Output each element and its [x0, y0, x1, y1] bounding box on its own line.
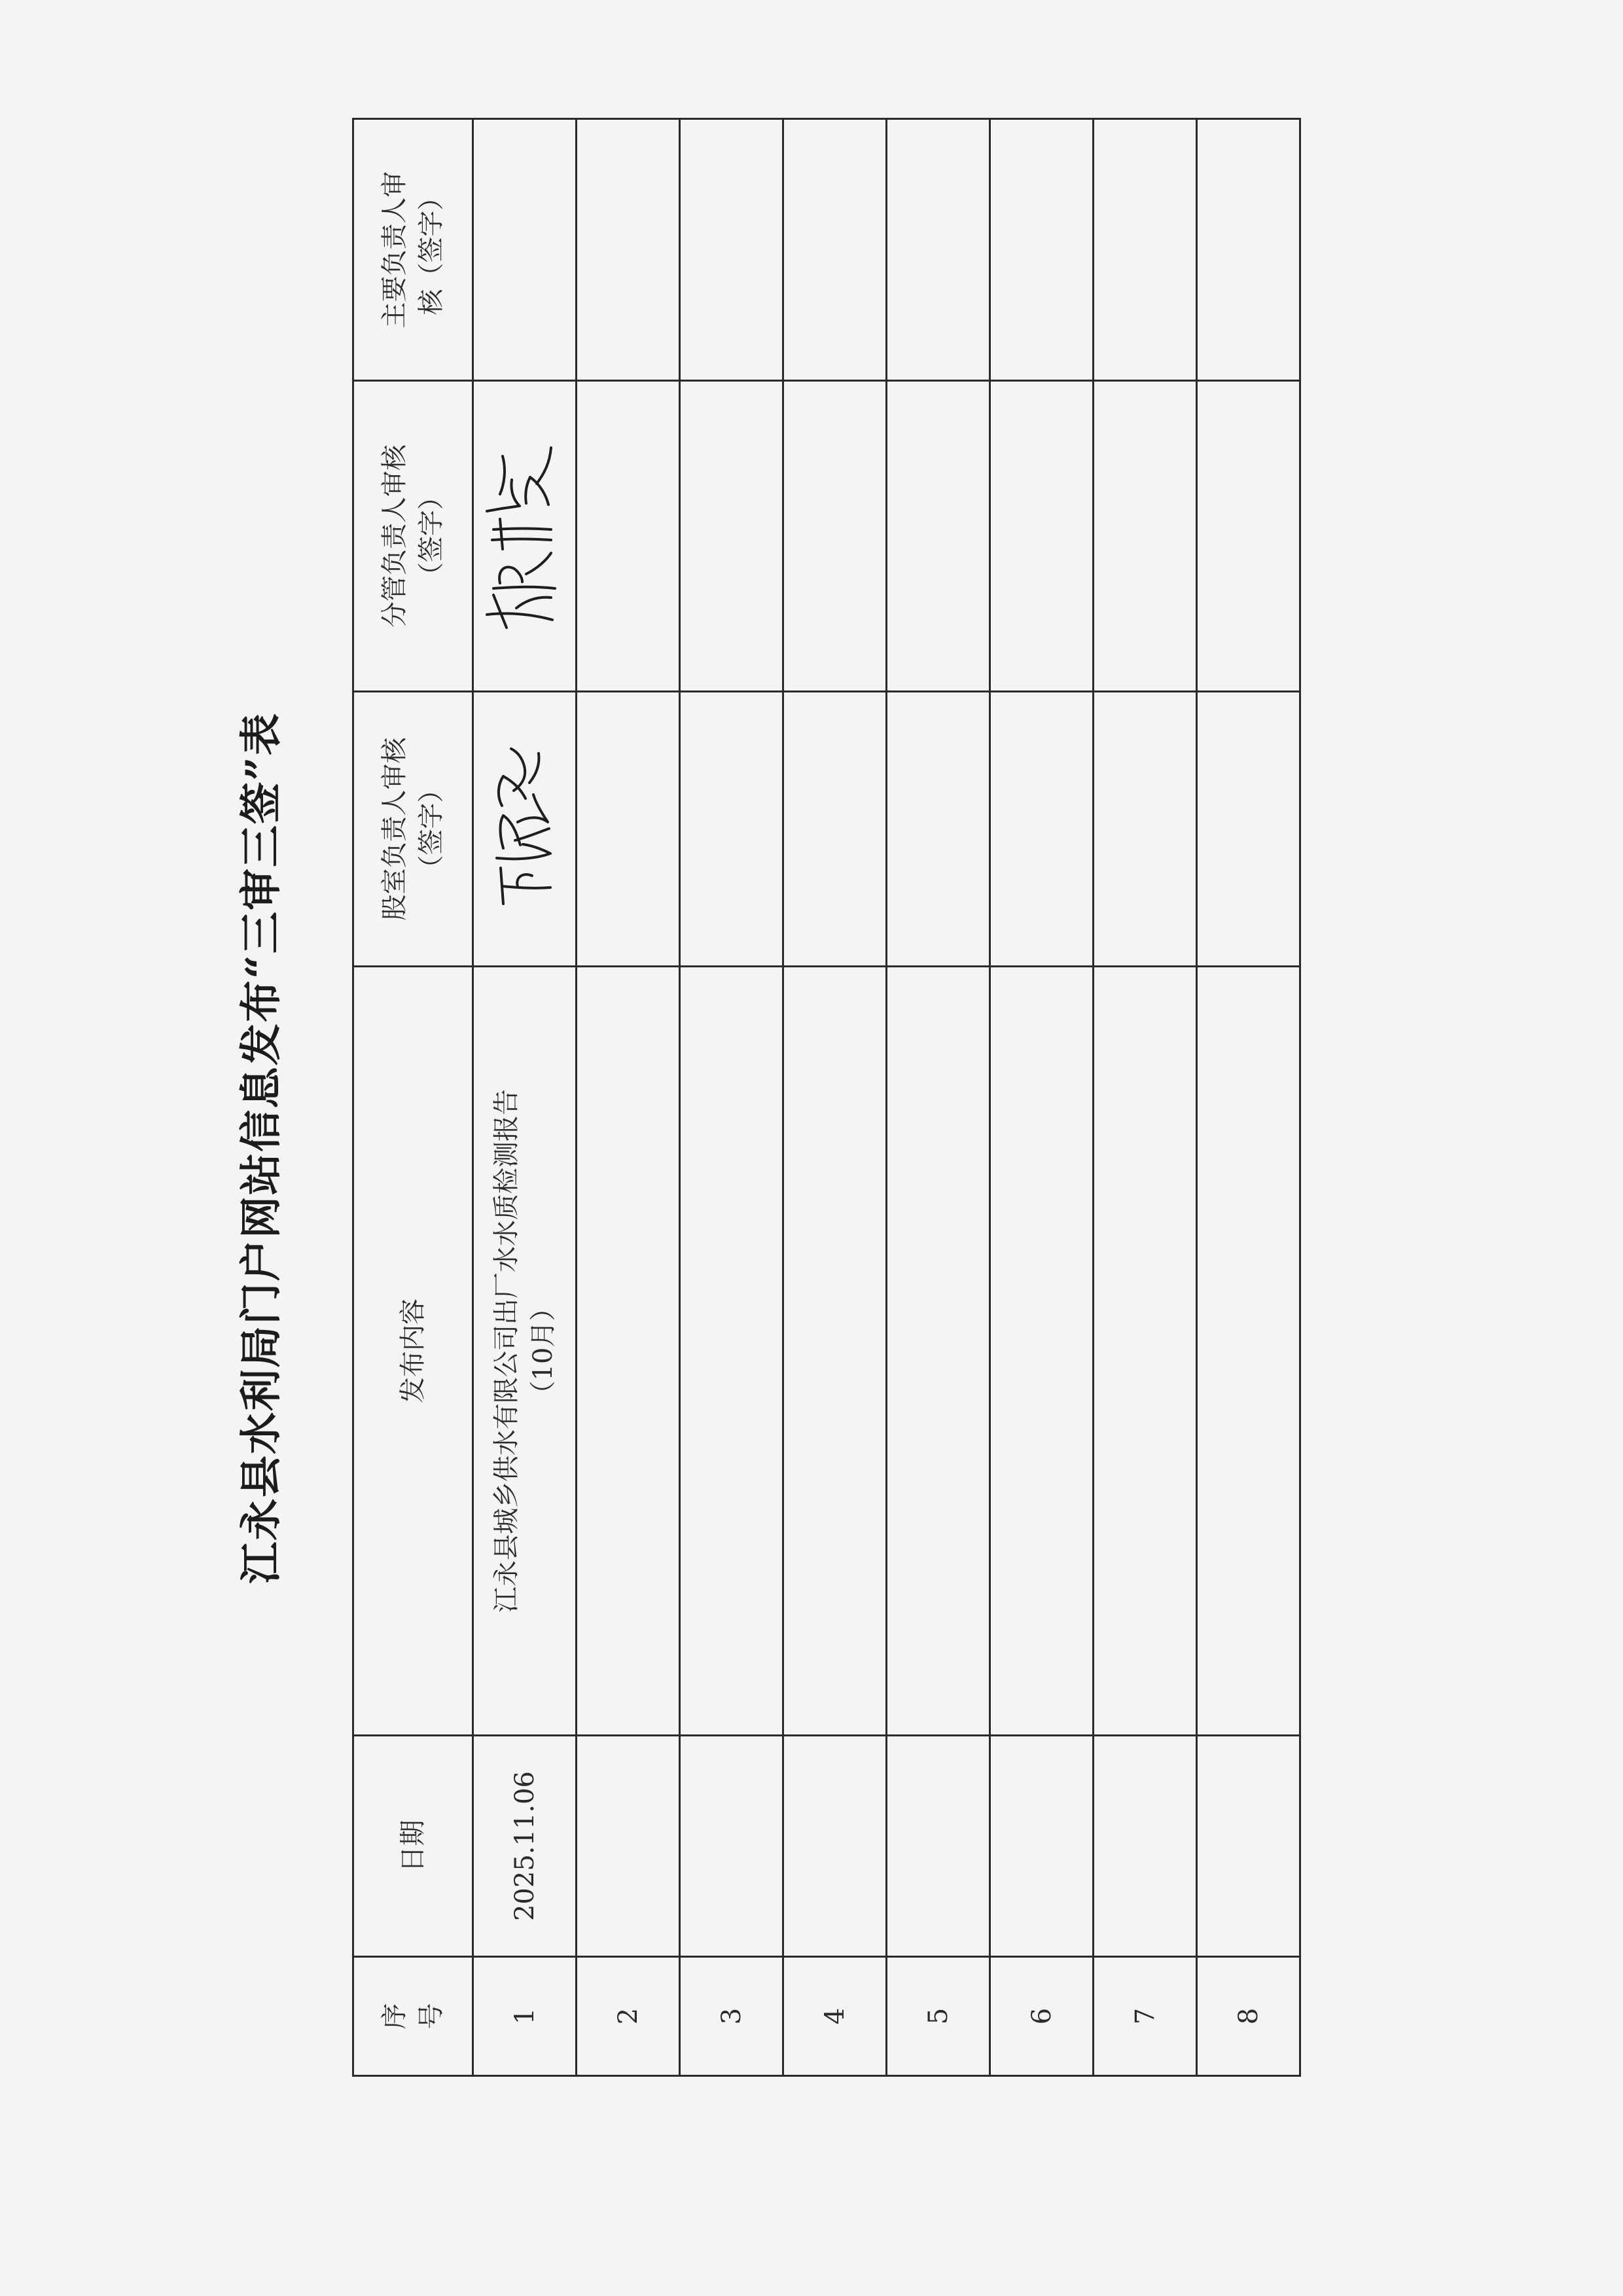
review-sign-table	[352, 118, 1301, 2077]
cell-deputy-signature	[990, 381, 1094, 692]
cell-content	[990, 967, 1094, 1736]
document-title: 江永县水利局门户网站信息发布“三审三签”表	[237, 712, 286, 1584]
cell-deputy-signature	[577, 381, 680, 692]
header-seq-line2: 号	[416, 2003, 446, 2030]
cell-chief-signature	[783, 119, 887, 381]
cell-chief-signature	[1094, 119, 1197, 381]
cell-content	[1094, 967, 1197, 1736]
cell-deputy-signature	[680, 381, 783, 692]
cell-content	[473, 967, 577, 1736]
header-deputy-reviewer	[353, 381, 473, 692]
table-row	[783, 119, 887, 2076]
cell-deputy-signature	[1094, 381, 1197, 692]
cell-content	[577, 967, 680, 1736]
header-date	[353, 1736, 473, 1957]
table-row	[577, 119, 680, 2076]
cell-date: 2025.11.06	[473, 1736, 577, 1957]
header-deputy-reviewer-line2: （签字）	[416, 484, 446, 588]
cell-seq: 8	[1197, 1957, 1300, 2076]
cell-content	[783, 967, 887, 1736]
table-row	[473, 119, 577, 2076]
cell-content-line2: （10月）	[527, 1295, 558, 1407]
cell-content-line1: 江永县城乡供水有限公司出厂水水质检测报告	[491, 1089, 522, 1613]
cell-deputy-signature	[473, 381, 577, 692]
cell-content	[680, 967, 783, 1736]
header-date-label: 日期	[398, 1820, 428, 1873]
cell-content	[887, 967, 990, 1736]
table-row	[1197, 119, 1300, 2076]
cell-seq: 2	[577, 1957, 680, 2076]
header-section-reviewer	[353, 692, 473, 967]
cell-deputy-signature	[887, 381, 990, 692]
cell-section-signature	[887, 692, 990, 967]
cell-seq: 1	[473, 1957, 577, 2076]
header-chief-reviewer-line2: 核（签字）	[416, 184, 446, 315]
cell-section-signature	[783, 692, 887, 967]
table-header-row	[353, 119, 473, 2076]
table-row	[990, 119, 1094, 2076]
cell-section-signature	[473, 692, 577, 967]
cell-date	[577, 1736, 680, 1957]
cell-section-signature	[1094, 692, 1197, 967]
cell-chief-signature	[680, 119, 783, 381]
cell-seq: 5	[887, 1957, 990, 2076]
cell-seq: 4	[783, 1957, 887, 2076]
cell-section-signature	[1197, 692, 1300, 967]
table-row	[680, 119, 783, 2076]
table-row	[1094, 119, 1197, 2076]
cell-deputy-signature	[1197, 381, 1300, 692]
handwritten-signature-deputy	[474, 438, 565, 634]
cell-section-signature	[577, 692, 680, 967]
cell-seq: 3	[680, 1957, 783, 2076]
cell-date	[990, 1736, 1094, 1957]
header-seq	[353, 1957, 473, 2076]
cell-date	[1094, 1736, 1197, 1957]
cell-chief-signature	[887, 119, 990, 381]
header-content-label: 发布内容	[398, 1299, 428, 1403]
cell-deputy-signature	[783, 381, 887, 692]
cell-date	[1197, 1736, 1300, 1957]
header-chief-reviewer-line1: 主要负责人审	[380, 171, 410, 329]
header-content	[353, 967, 473, 1736]
cell-seq: 7	[1094, 1957, 1197, 2076]
handwritten-signature-section	[477, 744, 562, 914]
cell-seq: 6	[990, 1957, 1094, 2076]
header-section-reviewer-line1: 股室负责人审核	[380, 737, 410, 921]
cell-date	[887, 1736, 990, 1957]
cell-content	[1197, 967, 1300, 1736]
table-row	[887, 119, 990, 2076]
header-deputy-reviewer-line1: 分管负责人审核	[380, 444, 410, 628]
cell-date	[783, 1736, 887, 1957]
header-section-reviewer-line2: （签字）	[416, 776, 446, 882]
cell-chief-signature	[577, 119, 680, 381]
header-seq-line1: 序	[380, 2003, 410, 2030]
cell-chief-signature	[473, 119, 577, 381]
cell-date	[680, 1736, 783, 1957]
header-chief-reviewer	[353, 119, 473, 381]
cell-chief-signature	[990, 119, 1094, 381]
cell-chief-signature	[1197, 119, 1300, 381]
cell-section-signature	[990, 692, 1094, 967]
cell-section-signature	[680, 692, 783, 967]
